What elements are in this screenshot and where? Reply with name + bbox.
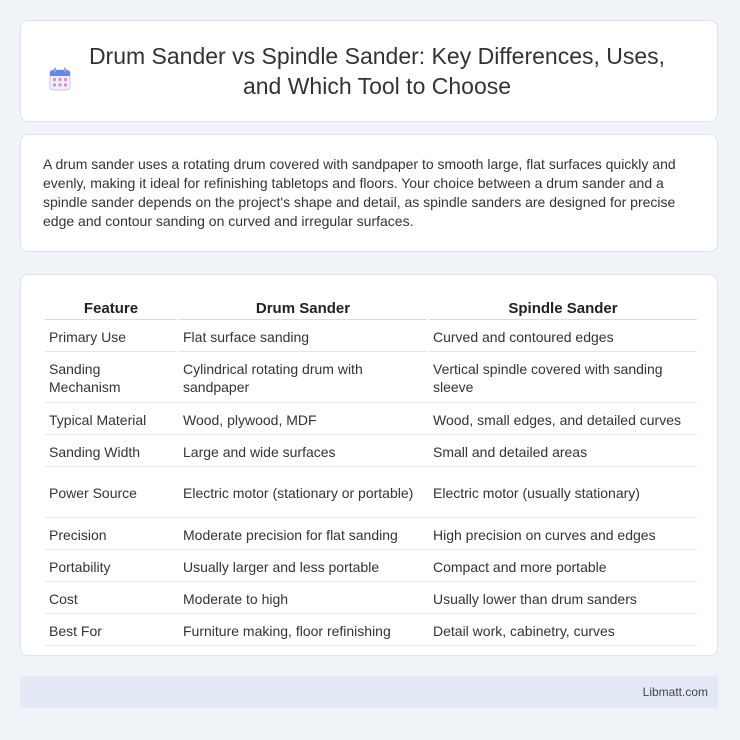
cell-feature: Sanding Mechanism — [45, 354, 177, 403]
intro-paragraph: A drum sander uses a rotating drum covered with sandpaper to smooth large, flat surfaces quickly and evenly, making it ideal for refinishing tabletops and floors. Your choice between a drum sander and a spindle sander depends on the project's shape and detail, as spindle sanders are designed for precise edge and contour sanding on curved and irregular surfaces. — [43, 156, 676, 229]
cell-spindle: Vertical spindle covered with sanding sleeve — [429, 354, 697, 403]
table-row — [45, 520, 697, 550]
cell-drum: Moderate precision for flat sanding — [179, 520, 427, 550]
cell-spindle: Small and detailed areas — [429, 437, 697, 467]
comparison-card — [20, 274, 718, 656]
footer-brand[interactable]: Libmatt.com — [642, 685, 708, 699]
cell-feature: Sanding Width — [45, 437, 177, 467]
cell-spindle: Detail work, cabinetry, curves — [429, 616, 697, 646]
table-row — [45, 354, 697, 403]
cell-spindle: Usually lower than drum sanders — [429, 584, 697, 614]
cell-spindle: Electric motor (usually stationary) — [429, 469, 697, 518]
cell-spindle: Curved and contoured edges — [429, 322, 697, 352]
cell-feature: Typical Material — [45, 405, 177, 435]
table-row — [45, 437, 697, 467]
cell-feature: Primary Use — [45, 322, 177, 352]
table-row — [45, 469, 697, 518]
header-drum-sander: Drum Sander — [179, 297, 427, 320]
cell-drum: Usually larger and less portable — [179, 552, 427, 582]
cell-feature: Best For — [45, 616, 177, 646]
cell-drum: Cylindrical rotating drum with sandpaper — [179, 354, 427, 403]
cell-drum: Moderate to high — [179, 584, 427, 614]
page-title: Drum Sander vs Spindle Sander: Key Differences, Uses, and Which Tool to Choose — [88, 43, 666, 99]
title-card — [20, 20, 718, 122]
table-row — [45, 616, 697, 646]
cell-feature: Portability — [45, 552, 177, 582]
cell-drum: Flat surface sanding — [179, 322, 427, 352]
cell-spindle: High precision on curves and edges — [429, 520, 697, 550]
calendar-icon — [49, 67, 71, 91]
cell-feature: Power Source — [45, 469, 177, 518]
table-row — [45, 584, 697, 614]
table-row — [45, 322, 697, 352]
table-row — [45, 405, 697, 435]
cell-drum: Wood, plywood, MDF — [179, 405, 427, 435]
intro-card — [20, 134, 718, 252]
cell-feature: Cost — [45, 584, 177, 614]
cell-drum: Large and wide surfaces — [179, 437, 427, 467]
header-feature: Feature — [45, 297, 177, 320]
cell-drum: Furniture making, floor refinishing — [179, 616, 427, 646]
cell-feature: Precision — [45, 520, 177, 550]
table-row — [45, 552, 697, 582]
footer-bar — [20, 676, 718, 708]
header-spindle-sander: Spindle Sander — [429, 297, 697, 320]
cell-spindle: Wood, small edges, and detailed curves — [429, 405, 697, 435]
cell-spindle: Compact and more portable — [429, 552, 697, 582]
comparison-table — [43, 295, 699, 648]
cell-drum: Electric motor (stationary or portable) — [179, 469, 427, 518]
table-header-row — [45, 297, 697, 320]
